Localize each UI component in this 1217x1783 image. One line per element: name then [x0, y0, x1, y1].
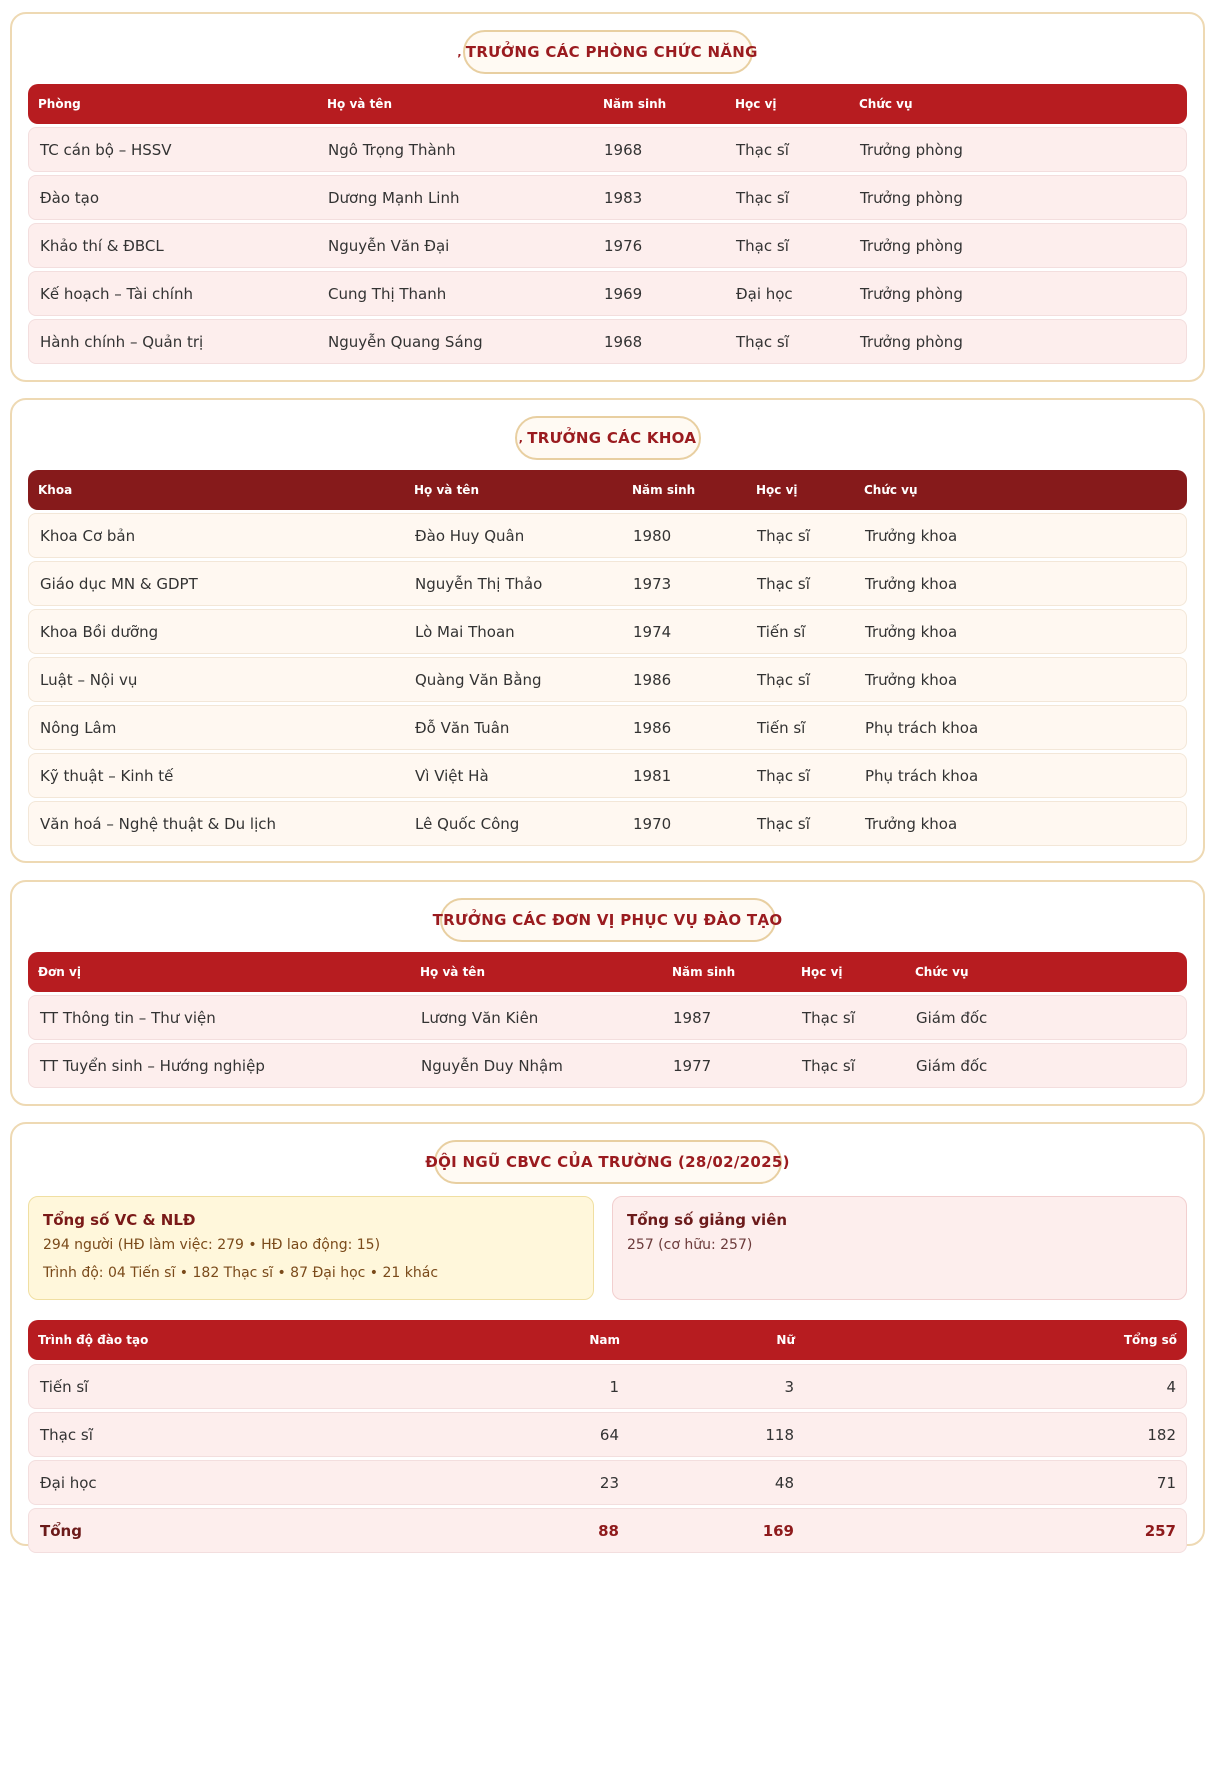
- table-row: [28, 513, 1187, 558]
- cell: Thạc sĩ: [757, 575, 810, 593]
- cell: 1981: [633, 767, 672, 785]
- section-doingu: [10, 1122, 1205, 1546]
- cell: Thạc sĩ: [736, 141, 789, 159]
- cell: Tiến sĩ: [757, 719, 806, 737]
- cell: 169: [762, 1522, 794, 1540]
- card-line: 294 người (HĐ làm việc: 279 • HĐ lao động: 15): [43, 1237, 381, 1253]
- cell: Đào tạo: [40, 189, 100, 207]
- cell: Đào Huy Quân: [415, 527, 525, 545]
- cell: 48: [774, 1474, 794, 1492]
- header-cell: Chức vụ: [915, 965, 969, 979]
- cell: Lê Quốc Công: [415, 815, 520, 833]
- cell: Giám đốc: [916, 1009, 988, 1027]
- cell: Ngô Trọng Thành: [328, 141, 456, 159]
- header-cell: Trình độ đào tạo: [38, 1333, 149, 1347]
- table-row: [28, 753, 1187, 798]
- table-row: [28, 561, 1187, 606]
- header-cell: Nam: [589, 1333, 620, 1347]
- cell: Trưởng phòng: [860, 333, 963, 351]
- header-cell: Chức vụ: [864, 483, 918, 497]
- cell: 71: [1156, 1474, 1176, 1492]
- cell: Trưởng phòng: [860, 141, 963, 159]
- cell: Thạc sĩ: [802, 1009, 855, 1027]
- cell: Lương Văn Kiên: [421, 1009, 539, 1027]
- cell: 1969: [604, 285, 643, 303]
- cell: 1986: [633, 671, 672, 689]
- cell: 1986: [633, 719, 672, 737]
- header-cell: Năm sinh: [672, 965, 736, 979]
- cell: 118: [765, 1426, 794, 1444]
- cell: TC cán bộ – HSSV: [40, 141, 172, 159]
- cell: Nông Lâm: [40, 719, 117, 737]
- section-donvi: [10, 880, 1205, 1106]
- cell: Nguyễn Duy Nhậm: [421, 1057, 563, 1075]
- cell: Giám đốc: [916, 1057, 988, 1075]
- cell: TT Tuyển sinh – Hướng nghiệp: [40, 1057, 265, 1075]
- cell: 1973: [633, 575, 672, 593]
- table-row: [28, 801, 1187, 846]
- cell: Trưởng khoa: [865, 815, 958, 833]
- section-title-phong: , TRƯỞNG CÁC PHÒNG CHỨC NĂNG: [463, 30, 753, 74]
- cell: 64: [599, 1426, 619, 1444]
- cell: 1974: [633, 623, 672, 641]
- cell: Nguyễn Văn Đại: [328, 237, 450, 255]
- section-title-donvi: TRƯỞNG CÁC ĐƠN VỊ PHỤC VỤ ĐÀO TẠO: [440, 898, 776, 942]
- table-header: [28, 470, 1187, 510]
- header-cell: Họ và tên: [414, 483, 479, 497]
- cell: Dương Mạnh Linh: [328, 189, 460, 207]
- section-khoa: [10, 398, 1205, 863]
- header-cell: Tổng số: [1123, 1333, 1177, 1347]
- card-line: 257 (cơ hữu: 257): [627, 1237, 753, 1253]
- cell: Giáo dục MN & GDPT: [40, 575, 198, 593]
- cell: Kế hoạch – Tài chính: [40, 285, 193, 303]
- table-row: [28, 127, 1187, 172]
- cell: Tiến sĩ: [40, 1378, 89, 1396]
- cell: Luật – Nội vụ: [40, 671, 138, 689]
- cell: 4: [1166, 1378, 1176, 1396]
- cell: Khoa Bồi dưỡng: [40, 623, 159, 641]
- header-cell: Chức vụ: [859, 97, 913, 111]
- cell: Quàng Văn Bằng: [415, 671, 542, 689]
- cell: Cung Thị Thanh: [328, 285, 447, 303]
- table-row: [28, 705, 1187, 750]
- cell: Khảo thí & ĐBCL: [40, 237, 164, 255]
- cell: Trưởng khoa: [865, 671, 958, 689]
- header-cell: Phòng: [38, 97, 81, 111]
- header-cell: Khoa: [38, 483, 73, 497]
- cell: 3: [784, 1378, 794, 1396]
- cell: 1970: [633, 815, 672, 833]
- cell: 257: [1144, 1522, 1176, 1540]
- section-phong: [10, 12, 1205, 382]
- cell: Nguyễn Quang Sáng: [328, 333, 483, 351]
- card-line: Trình độ: 04 Tiến sĩ • 182 Thạc sĩ • 87 Đại học • 21 khác: [43, 1265, 439, 1281]
- cell: Tiến sĩ: [757, 623, 806, 641]
- cell: Nguyễn Thị Thảo: [415, 575, 543, 593]
- table-row: [28, 1460, 1187, 1505]
- cell: TT Thông tin – Thư viện: [40, 1009, 216, 1027]
- cell: 1968: [604, 141, 643, 159]
- cell: 1987: [673, 1009, 712, 1027]
- table-row: [28, 271, 1187, 316]
- table-row: [28, 175, 1187, 220]
- cell: 1976: [604, 237, 643, 255]
- table-row: [28, 223, 1187, 268]
- table-total-row: [28, 1508, 1187, 1553]
- cell: Kỹ thuật – Kinh tế: [40, 767, 174, 785]
- cell: Trưởng khoa: [865, 575, 958, 593]
- cell: 1980: [633, 527, 672, 545]
- table-row: [28, 657, 1187, 702]
- table-header: [28, 952, 1187, 992]
- cell: Khoa Cơ bản: [40, 527, 136, 545]
- cell: 182: [1147, 1426, 1176, 1444]
- cell: Trưởng phòng: [860, 189, 963, 207]
- cell: Phụ trách khoa: [865, 767, 979, 785]
- cell: Đại học: [40, 1474, 97, 1492]
- table-header: [28, 1320, 1187, 1360]
- header-cell: Năm sinh: [632, 483, 696, 497]
- cell: Đỗ Văn Tuân: [415, 719, 510, 737]
- header-cell: Họ và tên: [327, 97, 392, 111]
- cell: Thạc sĩ: [757, 767, 810, 785]
- cell: Thạc sĩ: [40, 1426, 93, 1444]
- section-title-doingu: ĐỘI NGŨ CBVC CỦA TRƯỜNG (28/02/2025): [434, 1140, 782, 1184]
- table-row: [28, 319, 1187, 364]
- cell: 1: [609, 1378, 619, 1396]
- cell: Trưởng khoa: [865, 527, 958, 545]
- table-row: [28, 1043, 1187, 1088]
- table-row: [28, 1412, 1187, 1457]
- header-cell: Nữ: [776, 1333, 795, 1347]
- cell: 1983: [604, 189, 643, 207]
- cell: Trưởng khoa: [865, 623, 958, 641]
- cell: 88: [598, 1522, 619, 1540]
- cell: Văn hoá – Nghệ thuật & Du lịch: [40, 815, 277, 833]
- cell: Hành chính – Quản trị: [40, 333, 204, 351]
- header-cell: Đơn vị: [38, 965, 81, 979]
- cell: Thạc sĩ: [736, 237, 789, 255]
- cell: Vì Việt Hà: [415, 767, 489, 785]
- cell: 1977: [673, 1057, 712, 1075]
- table-header: [28, 84, 1187, 124]
- header-cell: Học vị: [735, 97, 777, 111]
- header-cell: Học vị: [801, 965, 843, 979]
- cell: Phụ trách khoa: [865, 719, 979, 737]
- cell: Trưởng phòng: [860, 285, 963, 303]
- cell: Thạc sĩ: [757, 527, 810, 545]
- section-title-khoa: , TRƯỞNG CÁC KHOA: [515, 416, 701, 460]
- cell: 1968: [604, 333, 643, 351]
- table-row: [28, 1364, 1187, 1409]
- card-total-lecturers: [612, 1196, 1187, 1300]
- header-cell: Học vị: [756, 483, 798, 497]
- card-title: Tổng số VC & NLĐ: [43, 1211, 196, 1229]
- cell: 23: [599, 1474, 619, 1492]
- card-total-staff: [28, 1196, 594, 1300]
- table-row: [28, 609, 1187, 654]
- card-title: Tổng số giảng viên: [627, 1211, 788, 1229]
- cell: Thạc sĩ: [802, 1057, 855, 1075]
- cell: Tổng: [40, 1522, 82, 1540]
- header-cell: Họ và tên: [420, 965, 485, 979]
- cell: Thạc sĩ: [757, 815, 810, 833]
- header-cell: Năm sinh: [603, 97, 667, 111]
- cell: Trưởng phòng: [860, 237, 963, 255]
- cell: Lò Mai Thoan: [415, 623, 515, 641]
- table-row: [28, 995, 1187, 1040]
- cell: Đại học: [736, 285, 793, 303]
- cell: Thạc sĩ: [757, 671, 810, 689]
- cell: Thạc sĩ: [736, 333, 789, 351]
- cell: Thạc sĩ: [736, 189, 789, 207]
